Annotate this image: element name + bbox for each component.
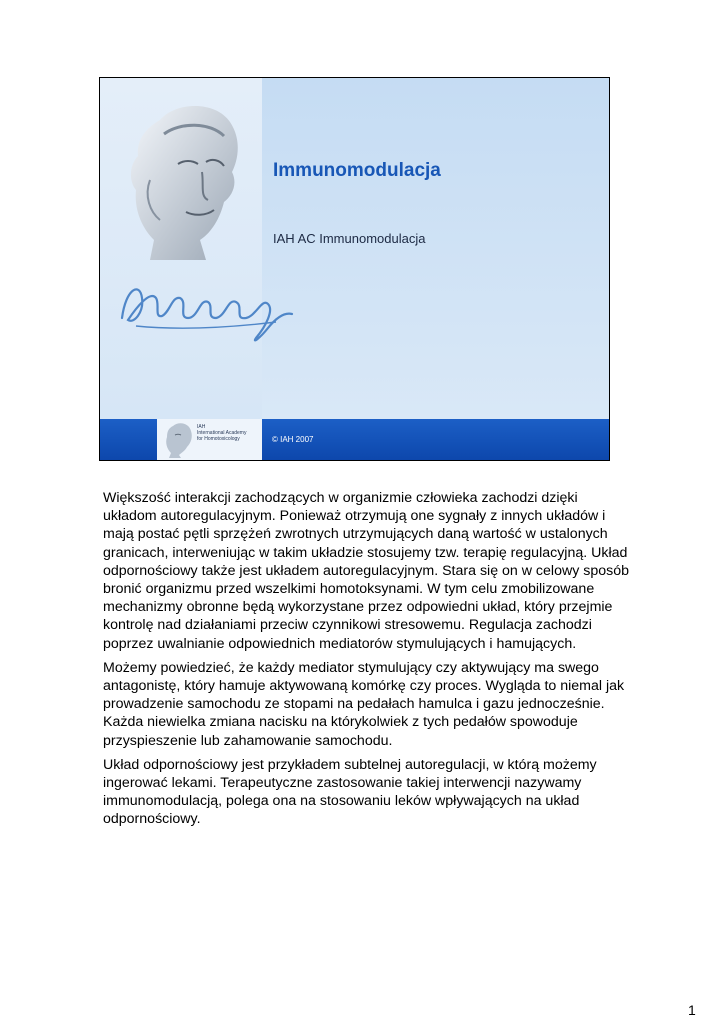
slide-thumbnail xyxy=(99,77,610,461)
copyright-text: © IAH 2007 xyxy=(272,435,314,444)
logo-line-3: for Homotoxicology xyxy=(197,436,240,442)
body-text xyxy=(103,489,633,835)
iah-logo xyxy=(157,419,262,460)
slide-title: Immunomodulacja xyxy=(273,160,441,181)
portrait-bust-image xyxy=(120,100,250,260)
slide-right-panel xyxy=(262,78,609,420)
logo-line-2: International Academy xyxy=(197,430,247,436)
page-number: 1 xyxy=(688,1002,696,1018)
paragraph-1: Większość interakcji zachodzących w organizmie człowieka zachodzi dzięki układom autoregulacyjnym. Ponieważ otrzymują one sygnały z innych układów i mają postać pętli sprzężeń zwrotnych utrzymujących daną wartość w ustalonych granicach, interweniując w takim układzie stosujemy tzw. terapię regulacyjną. Układ odpornościowy także jest układem autoregulacyjnym. Stara się on w celowy sposób bronić organizmu przed wszelkimi homotoksynami. W tym celu zmobilizowane mechanizmy obronne będą wykorzystane przez odpowiedni układ, który przejmie kontrolę nad działaniami przeciw czynnikowi stresowemu. Regulacja zachodzi poprzez uwalnianie odpowiednich mediatorów stymulujących i hamujących. xyxy=(103,490,629,652)
logo-line-1: IAH xyxy=(197,424,206,430)
slide-subtitle: IAH AC Immunomodulacja xyxy=(273,231,426,246)
signature-image xyxy=(116,268,296,348)
slide-footer xyxy=(100,419,609,460)
logo-head-image xyxy=(163,421,195,458)
paragraph-2: Możemy powiedzieć, że każdy mediator stymulujący czy aktywujący ma swego antagonistę, który hamuje aktywowaną komórkę czy proces. Wygląda to niemal jak prowadzenie samochodu ze stopami na pedałach hamulca i gazu jednocześnie. Każda niewielka zmiana nacisku na którykolwiek z tych pedałów spowoduje przyspieszenie lub zahamowanie samochodu. xyxy=(103,659,625,749)
logo-text xyxy=(197,424,246,442)
paragraph-3: Układ odpornościowy jest przykładem subtelnej autoregulacji, w którą możemy ingerować lekami. Terapeutyczne zastosowanie takiej interwencji nazywamy immunomodulacją, polega ona na stosowaniu leków wpływających na układ odpornościowy. xyxy=(103,756,597,828)
